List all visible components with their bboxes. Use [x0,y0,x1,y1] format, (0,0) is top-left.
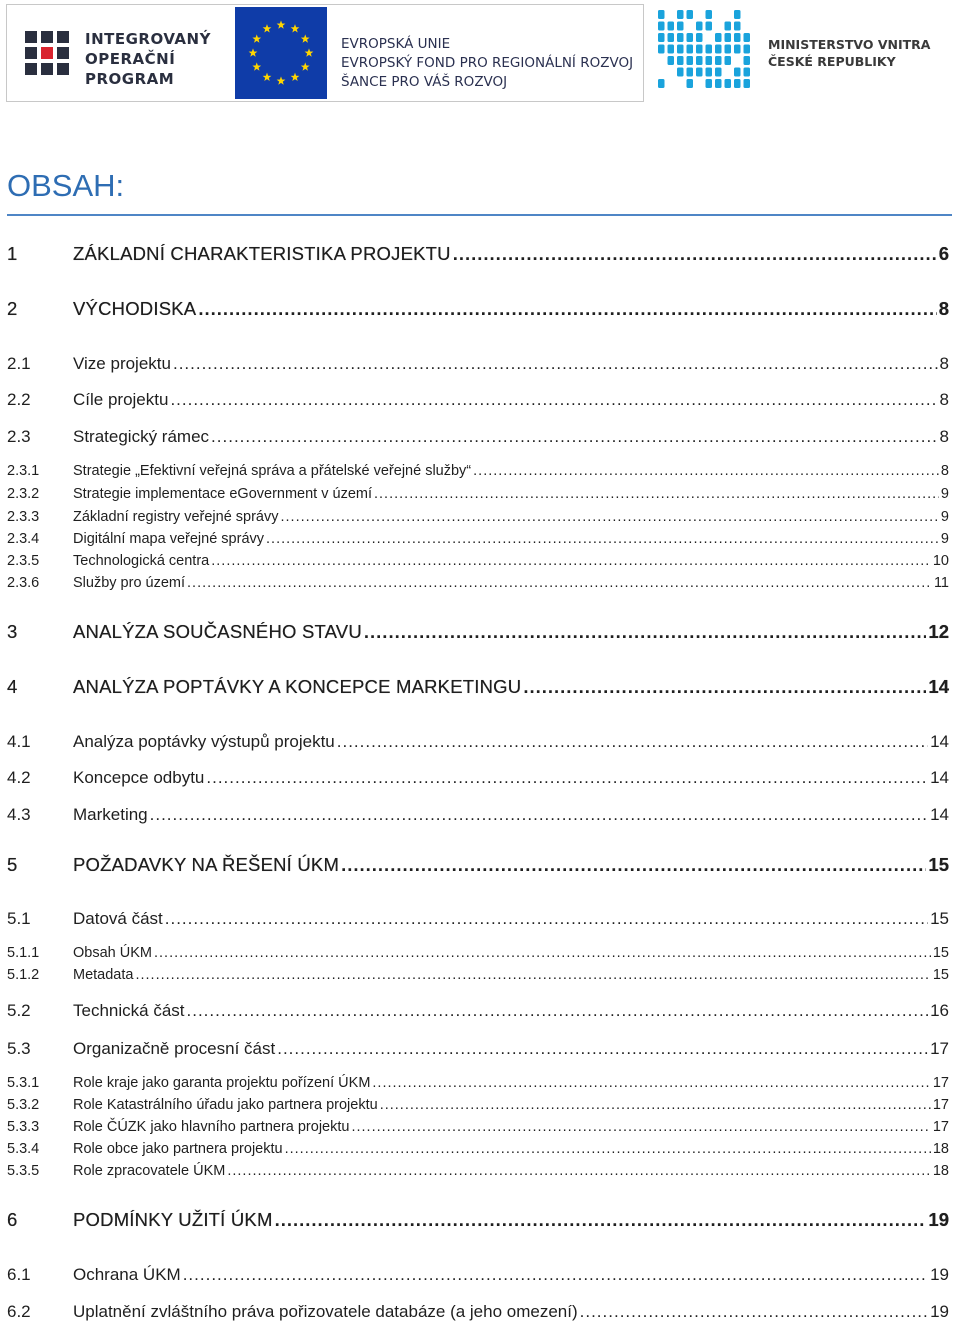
ministry-dot [744,33,751,42]
toc-dot-leader [165,909,928,929]
toc-dot-leader [275,1209,927,1231]
toc-entry-title: Vize projektu [73,354,171,373]
ministry-dot [687,45,694,54]
toc-entry-number: 2.3.3 [7,509,40,525]
toc-entry-title: Role ČÚZK jako hlavního partnera projektu [73,1119,350,1135]
iop-logo-line: OPERAČNÍ [85,50,176,68]
toc-entry-title: PODMÍNKY UŽITÍ ÚKM [73,1209,273,1230]
toc-entry-level-2[interactable] [7,909,949,931]
toc-dot-leader [170,390,937,410]
ministry-dot [687,79,694,88]
ministry-dot [725,56,732,65]
toc-entry-page: 17 [932,1075,949,1091]
ministry-dot [715,33,722,42]
ministry-dot [725,45,732,54]
toc-entry-number: 5.3.2 [7,1097,40,1113]
toc-dot-leader [523,676,926,698]
toc-entry-title: Metadata [73,967,134,983]
toc-dot-leader [473,463,939,479]
toc-entry-level-3[interactable] [7,531,949,551]
toc-dot-leader [187,575,932,591]
toc-entry-level-3[interactable] [7,509,949,529]
toc-entry-level-2[interactable] [7,1265,949,1287]
ministry-dot [658,10,665,19]
ministry-logo-line: MINISTERSTVO VNITRA [768,37,931,52]
ministry-dot [744,68,751,77]
ministry-dot [744,56,751,65]
toc-entry-level-3[interactable] [7,486,949,506]
ministry-dot [706,56,713,65]
toc-dot-leader [183,1265,928,1285]
toc-entry-number: 1 [7,243,18,264]
toc-entry-page: 19 [930,1265,949,1284]
toc-entry-number: 2.3.6 [7,575,40,591]
toc-entry-title: Základní registry veřejné správy [73,509,279,525]
ministry-dot [706,45,713,54]
ministry-dot [734,79,741,88]
ministry-dots-icon [656,8,754,92]
toc-entry-title: Technologická centra [73,553,210,569]
toc-entry-title: Role kraje jako garanta projektu pořízení ÚKM [73,1075,371,1091]
eu-star-icon [291,24,300,32]
toc-entry-level-1[interactable] [7,676,949,700]
toc-dot-leader [364,621,927,643]
toc-dot-leader [453,243,937,265]
toc-entry-title: ANALÝZA POPTÁVKY A KONCEPCE MARKETINGU [73,676,522,697]
toc-entry-title: Koncepce odbytu [73,768,205,787]
toc-entry-title: Strategie implementace eGovernment v území [73,486,372,502]
toc-entry-number: 5.3.1 [7,1075,40,1091]
toc-entry-title: Strategie „Efektivní veřejná správa a přátelské veřejné služby“ [73,463,472,479]
toc-entry-title: Služby pro území [73,575,186,591]
ministry-dot [687,33,694,42]
toc-entry-number: 5 [7,854,18,875]
toc-entry-page: 14 [930,805,949,824]
toc-entry-page: 12 [928,621,949,642]
toc-entry-level-2[interactable] [7,732,949,754]
ministry-dot [668,22,675,31]
ministry-dot [715,56,722,65]
toc-entry-page: 15 [932,967,949,983]
toc-dot-leader [154,945,931,961]
toc-entry-level-2[interactable] [7,1001,949,1023]
ministry-dot [725,79,732,88]
ministry-dot [658,79,665,88]
toc-entry-page: 18 [932,1163,949,1179]
toc-entry-number: 6.1 [7,1265,31,1284]
toc-entry-title: Strategický rámec [73,427,210,446]
toc-entry-title: Obsah ÚKM [73,945,152,961]
ministry-dot [677,45,684,54]
ministry-dot [706,79,713,88]
toc-entry-page: 19 [928,1209,949,1230]
toc-entry-number: 5.2 [7,1001,31,1020]
toc-entry-page: 17 [932,1119,949,1135]
toc-entry-page: 9 [940,531,949,547]
toc-entry-level-1[interactable] [7,298,949,322]
toc-dot-leader [372,1075,930,1091]
toc-dot-leader [211,427,937,447]
toc-dot-leader [211,553,931,569]
page-title: OBSAH: [7,168,952,216]
toc-dot-leader [277,1039,928,1059]
ministry-dot [658,45,665,54]
ministry-dot [706,68,713,77]
toc-entry-level-1[interactable] [7,243,949,267]
toc-entry-page: 11 [933,575,949,591]
toc-dot-leader [341,854,926,876]
eu-star-icon [277,76,286,84]
ministry-dot [696,33,703,42]
toc-entry-level-2[interactable] [7,1302,949,1324]
toc-entry-number: 6 [7,1209,18,1230]
toc-entry-number: 5.1 [7,909,31,928]
ministry-dot [668,56,675,65]
eu-star-icon [301,34,310,42]
toc-dot-leader [374,486,939,502]
eu-star-icon [249,48,258,56]
eu-logo-line: EVROPSKÁ UNIE [341,36,451,52]
toc-dot-leader [206,768,928,788]
ministry-dot [696,22,703,31]
toc-entry-number: 4 [7,676,18,697]
toc-entry-title: Cíle projektu [73,390,169,409]
toc-entry-title: Marketing [73,805,148,824]
toc-entry-number: 5.3.4 [7,1141,40,1157]
toc-entry-page: 14 [930,768,949,787]
toc-entry-level-2[interactable] [7,768,949,790]
eu-star-icon [252,34,261,42]
toc-dot-leader [281,509,939,525]
ministry-dot [677,22,684,31]
toc-dot-leader [150,805,928,825]
iop-emblem-icon [21,27,79,89]
ministry-dot [734,45,741,54]
toc-dot-leader [285,1141,931,1157]
toc-entry-level-3[interactable] [7,1075,949,1095]
toc-entry-page: 17 [930,1039,949,1058]
ministry-dot [677,68,684,77]
toc-entry-title: Role obce jako partnera projektu [73,1141,283,1157]
ministry-dot [677,56,684,65]
toc-entry-number: 5.1.2 [7,967,40,983]
toc-entry-number: 2.3.5 [7,553,40,569]
toc-entry-page: 8 [939,354,949,373]
eu-star-icon [252,62,261,70]
toc-dot-leader [351,1119,930,1135]
toc-entry-number: 2.3 [7,427,31,446]
toc-entry-number: 5.3 [7,1039,31,1058]
toc-entry-number: 6.2 [7,1302,31,1321]
toc-entry-number: 2.1 [7,354,31,373]
toc-entry-number: 2.3.1 [7,463,40,479]
ministry-dot [696,45,703,54]
toc-entry-level-2[interactable] [7,1039,949,1061]
eu-logo-line: ŠANCE PRO VÁŠ ROZVOJ [341,74,508,90]
toc-entry-page: 15 [930,909,949,928]
eu-stars-icon [235,7,327,99]
toc-entry-page: 8 [939,427,949,446]
toc-entry-level-2[interactable] [7,390,949,412]
toc-entry-level-1[interactable] [7,854,949,878]
toc-entry-page: 9 [940,509,949,525]
toc-entry-number: 5.1.1 [7,945,40,961]
toc-entry-page: 8 [939,390,949,409]
ministry-dot [715,68,722,77]
toc-entry-page: 14 [928,676,949,697]
toc-dot-leader [266,531,939,547]
ministry-logo-text [768,36,958,70]
iop-logo [21,27,211,93]
toc-entry-title: Datová část [73,909,163,928]
toc-entry-number: 5.3.5 [7,1163,40,1179]
toc-entry-page: 19 [930,1302,949,1321]
ministry-dot [734,22,741,31]
eu-logo-line: EVROPSKÝ FOND PRO REGIONÁLNÍ ROZVOJ [341,55,634,71]
logo-banner [6,4,644,102]
toc-entry-page: 8 [938,298,949,319]
ministry-dot [677,10,684,19]
toc-dot-leader [187,1001,929,1021]
toc-entry-page: 17 [932,1097,949,1113]
toc-entry-level-2[interactable] [7,427,949,449]
ministry-dot [734,33,741,42]
ministry-dot [687,10,694,19]
ministry-dot [668,33,675,42]
toc-entry-page: 15 [932,945,949,961]
eu-flag [235,7,327,99]
eu-star-icon [263,24,272,32]
toc-entry-number: 4.2 [7,768,31,787]
toc-entry-page: 18 [932,1141,949,1157]
ministry-dot [744,45,751,54]
toc-entry-level-3[interactable] [7,575,949,595]
eu-logo-text [341,35,651,92]
ministry-logo-line: ČESKÉ REPUBLIKY [768,54,896,69]
ministry-dot [734,68,741,77]
ministry-logo [656,8,956,94]
toc-entry-number: 4.1 [7,732,31,751]
ministry-dot [725,22,732,31]
toc-dot-leader [380,1097,931,1113]
ministry-dot [725,33,732,42]
toc-dot-leader [227,1163,931,1179]
toc-entry-title: Technická část [73,1001,185,1020]
toc-entry-number: 2.3.4 [7,531,40,547]
toc-entry-number: 4.3 [7,805,31,824]
toc-entry-title: ANALÝZA SOUČASNÉHO STAVU [73,621,362,642]
toc-entry-level-2[interactable] [7,805,949,827]
toc-entry-page: 14 [930,732,949,751]
toc-entry-level-2[interactable] [7,354,949,376]
toc-dot-leader [135,967,930,983]
toc-entry-page: 8 [940,463,949,479]
toc-entry-title: Role zpracovatele ÚKM [73,1163,226,1179]
toc-entry-number: 2.2 [7,390,31,409]
ministry-dot [687,68,694,77]
toc-entry-title: POŽADAVKY NA ŘEŠENÍ ÚKM [73,854,340,875]
toc-entry-page: 10 [932,553,949,569]
toc-entry-level-3[interactable] [7,1141,949,1161]
iop-logo-line: PROGRAM [85,70,175,88]
eu-star-icon [305,48,314,56]
toc-entry-title: VÝCHODISKA [73,298,197,319]
iop-logo-text [85,29,215,89]
toc-entry-number: 2 [7,298,18,319]
toc-entry-page: 15 [928,854,949,875]
toc-entry-level-3[interactable] [7,1163,949,1183]
toc-entry-number: 2.3.2 [7,486,40,502]
toc-dot-leader [198,298,936,320]
ministry-dot [668,45,675,54]
toc-entry-number: 3 [7,621,18,642]
toc-entry-level-3[interactable] [7,1097,949,1117]
toc-entry-page: 9 [940,486,949,502]
toc-entry-page: 6 [938,243,949,264]
ministry-dot [687,56,694,65]
toc-entry-level-3[interactable] [7,553,949,573]
toc-entry-level-3[interactable] [7,945,949,965]
toc-entry-title: Ochrana ÚKM [73,1265,181,1284]
ministry-dot [696,68,703,77]
toc-entry-level-1[interactable] [7,621,949,645]
ministry-dot [706,22,713,31]
ministry-dot [744,79,751,88]
toc-entry-title: Uplatnění zvláštního práva pořizovatele databáze (a jeho omezení) [73,1302,578,1321]
toc-entry-title: ZÁKLADNÍ CHARAKTERISTIKA PROJEKTU [73,243,451,264]
toc-entry-page: 16 [930,1001,949,1020]
toc-dot-leader [580,1302,928,1322]
ministry-dot [658,22,665,31]
toc-dot-leader [337,732,928,752]
ministry-dot [715,79,722,88]
toc-dot-leader [173,354,938,374]
toc-entry-level-1[interactable] [7,1209,949,1233]
ministry-dot [658,33,665,42]
toc-entry-title: Organizačně procesní část [73,1039,276,1058]
ministry-dot [677,33,684,42]
toc-entry-level-3[interactable] [7,463,949,483]
toc-entry-title: Analýza poptávky výstupů projektu [73,732,335,751]
iop-logo-line: INTEGROVANÝ [85,30,211,48]
toc-entry-title: Role Katastrálního úřadu jako partnera projektu [73,1097,378,1113]
ministry-dot [706,10,713,19]
eu-star-icon [291,73,300,81]
toc-entry-title: Digitální mapa veřejné správy [73,531,265,547]
eu-star-icon [301,62,310,70]
ministry-dot [696,56,703,65]
toc-entry-level-3[interactable] [7,967,949,987]
ministry-dot [715,45,722,54]
eu-star-icon [277,20,286,28]
ministry-dot [734,10,741,19]
toc-entry-number: 5.3.3 [7,1119,40,1135]
toc-entry-level-3[interactable] [7,1119,949,1139]
eu-star-icon [263,73,272,81]
